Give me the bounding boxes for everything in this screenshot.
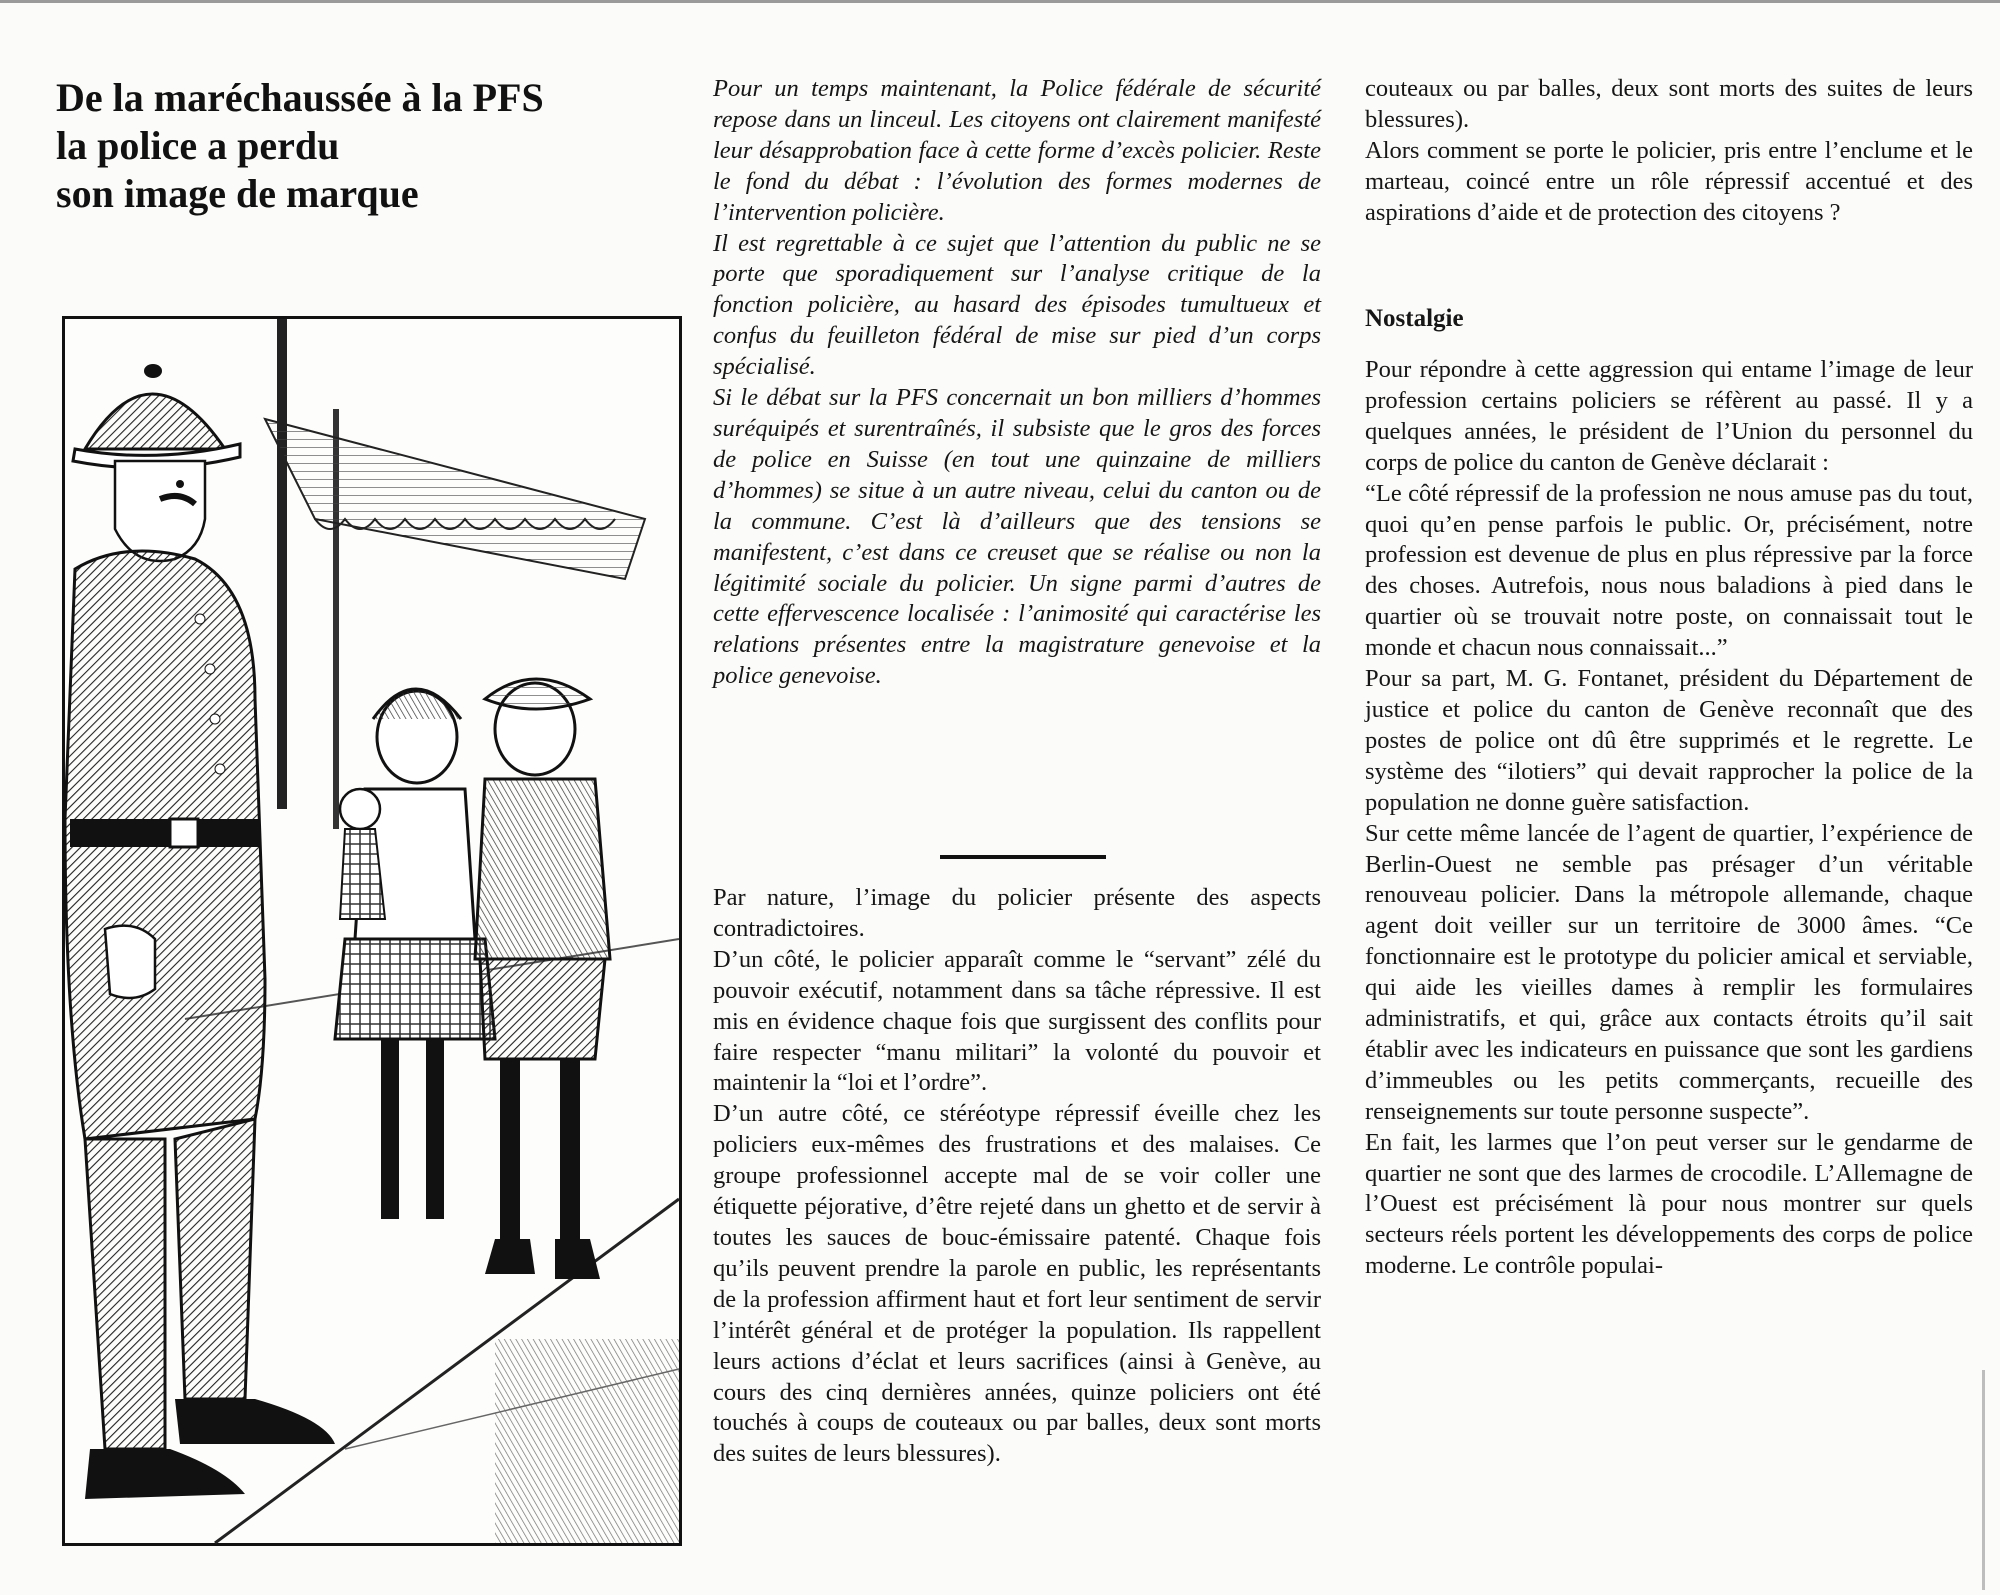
body-paragraph-tail: couteaux ou par balles, deux sont morts des suites de leurs blessures). [1365, 75, 1973, 133]
engraving-drawing [65, 319, 679, 1543]
body-paragraph: D’un côté, le policier apparaît comme le “servant” zélé du pouvoir exécutif, notamment dans sa tâche répressive. Il est mis en évidence chaque fois que surgissent des conflits pour faire respecter “manu militari” la volonté du pouvoir et maintenir la “loi et l’ordre”. [713, 945, 1321, 1097]
policeman-illustration [62, 316, 682, 1546]
nostalgie-paragraph: Sur cette même lancée de l’agent de quartier, l’expérience de Berlin-Ouest ne semble pas présager d’un véritable renouveau policier. Dans la métropole allemande, chaque agent doit veiller sur un territoire de 3000 âmes. “Ce fonctionnaire est le prototype du policier amical et serviable, qui aide les vieilles dames à remplir les formulaires administratifs, et qui, grâce aux contacts étroits qu’il sait établir avec les indicateurs en puissance que sont les gardiens d’immeubles ou les petits commerçants, recueille des renseignements sur toute personne suspecte”. [1365, 819, 1973, 1125]
body-paragraph: Par nature, l’image du policier présente des aspects contradictoires. [713, 884, 1321, 942]
page-fold-edge [1982, 1370, 1985, 1590]
lead-paragraph: Si le débat sur la PFS concernait un bon milliers d’hommes suréquipés et surentraînés, il subsiste que le gros des forces de police en Suisse (en tout une quinzaine de milliers d’hommes) se situe à un autre niveau, celui du canton ou de la commune. C’est là d’ailleurs que des tensions se manifestent, c’est dans ce creuset que se réalise ou non la légitimité sociale du policier. Un signe parmi d’autres de cette effervescence localisée : l’animosité qui caractérise les relations présentes entre la magistrature genevoise et la police genevoise. [713, 384, 1321, 690]
section-subhead: Nostalgie [1365, 305, 1464, 332]
nostalgie-paragraph: Pour sa part, M. G. Fontanet, président du Département de justice et police du canton de Genève reconnaît que des postes de police ont dû être supprimés et le regrette. Le système des “ilotiers” qui devait rapprocher la police de la population ne donne guère satisfaction. [1365, 665, 1973, 816]
body-column [713, 883, 1321, 1468]
body-column-continued [1365, 74, 1973, 229]
lead-paragraph: Pour un temps maintenant, la Police fédérale de sécurité repose dans un linceul. Les citoyens ont clairement manifesté leur désapprobation face à cette forme d’excès policier. Reste le fond du débat : l’évolution des formes modernes de l’intervention policière. [713, 75, 1321, 226]
page-top-edge [0, 0, 2000, 3]
headline-line-3: son image de marque [56, 171, 419, 216]
body-paragraph: D’un autre côté, ce stéréotype répressif éveille chez les policiers eux-mêmes des frustrations et des malaises. Ce groupe professionnel accepte mal de se voir coller une étiquette péjorative, d’être rejeté dans un ghetto et de servir à toutes les sauces de bouc-émissaire patenté. Chaque fois qu’ils peuvent prendre la parole en public, les représentants de la profession affirment haut et fort leur sentiment de servir l’intérêt général et de protéger la population. Ils rappellent leurs actions d’éclat et leurs sacrifices (ainsi à Genève, au cours des cinq dernières années, quinze policiers ont été touchés à coups de couteaux ou par balles, deux sont morts des suites de leurs blessures). [713, 1100, 1321, 1468]
section-divider [940, 855, 1106, 859]
lead-column [713, 74, 1321, 692]
article-headline [56, 74, 696, 218]
nostalgie-column [1365, 355, 1973, 1282]
headline-line-1: De la maréchaussée à la PFS [56, 75, 544, 120]
nostalgie-paragraph: “Le côté répressif de la profession ne nous amuse pas du tout, quoi qu’en pense parfois le public. Or, précisément, notre profession est devenue de plus en plus répressive par la force des choses. Autrefois, nous nous baladions à pied dans le quartier où se trouvait notre poste, on connaissait tout le monde et chacun nous connaissait...” [1365, 479, 1973, 662]
lead-paragraph: Il est regrettable à ce sujet que l’attention du public ne se porte que sporadiquement sur l’analyse critique de la fonction policière, au hasard des épisodes tumultueux et confus du feuilleton fédéral de mise sur pied d’un corps spécialisé. [713, 229, 1321, 381]
nostalgie-paragraph: Pour répondre à cette aggression qui entame l’image de leur profession certains policiers se réfèrent au passé. Il y a quelques années, le président de l’Union du personnel du corps de police du canton de Genève déclarait : [1365, 356, 1973, 476]
headline-line-2: la police a perdu [56, 123, 340, 168]
nostalgie-paragraph: En fait, les larmes que l’on peut verser sur le gendarme de quartier ne sont que des larmes de crocodile. L’Allemagne de l’Ouest est précisément là pour nous montrer sur quels secteurs réels portent les développements des corps de police moderne. Le contrôle populai- [1365, 1128, 1973, 1280]
body-paragraph: Alors comment se porte le policier, pris entre l’enclume et le marteau, coincé entre un rôle répressif accentué et des aspirations d’aide et de protection des citoyens ? [1365, 136, 1973, 226]
